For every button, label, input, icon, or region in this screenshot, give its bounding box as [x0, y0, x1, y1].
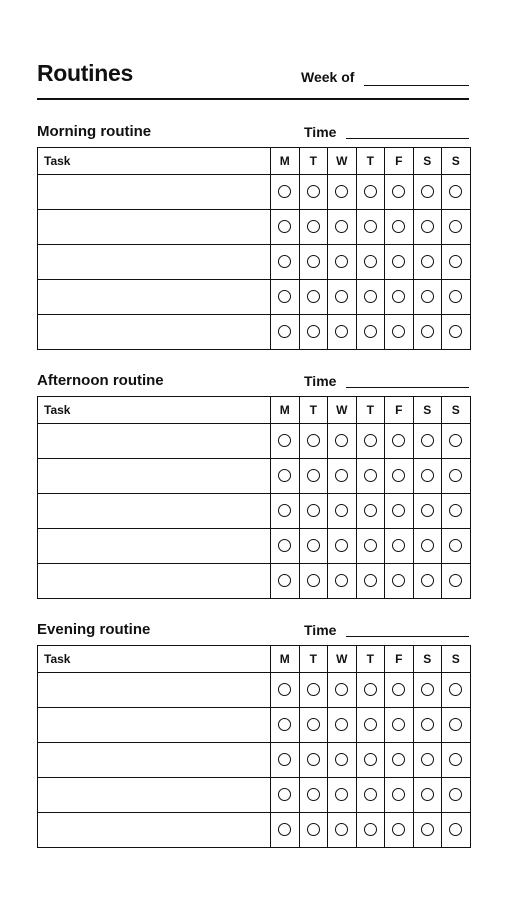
checkbox-circle-icon[interactable]	[392, 220, 405, 233]
day-cell[interactable]	[413, 175, 442, 210]
day-cell[interactable]	[442, 210, 471, 245]
day-cell[interactable]	[385, 459, 414, 494]
day-cell[interactable]	[442, 743, 471, 778]
checkbox-circle-icon[interactable]	[421, 788, 434, 801]
day-column-header: W	[328, 646, 357, 673]
day-cell[interactable]	[356, 459, 385, 494]
routine-table	[37, 645, 471, 848]
day-cell[interactable]	[271, 708, 300, 743]
task-column-header: Task	[38, 148, 271, 175]
day-cell[interactable]	[299, 673, 328, 708]
day-cell[interactable]	[413, 245, 442, 280]
task-cell[interactable]	[38, 175, 271, 210]
checkbox-circle-icon[interactable]	[421, 718, 434, 731]
checkbox-circle-icon[interactable]	[421, 325, 434, 338]
checkbox-circle-icon[interactable]	[307, 185, 320, 198]
table-row	[38, 564, 471, 599]
day-cell[interactable]	[413, 708, 442, 743]
day-column-header: M	[271, 646, 300, 673]
day-cell[interactable]	[299, 529, 328, 564]
task-column-header: Task	[38, 397, 271, 424]
time-field[interactable]	[346, 387, 469, 388]
task-column-header: Task	[38, 646, 271, 673]
checkbox-circle-icon[interactable]	[449, 434, 462, 447]
day-cell[interactable]	[356, 280, 385, 315]
day-cell[interactable]	[271, 459, 300, 494]
day-cell[interactable]	[413, 813, 442, 848]
checkbox-circle-icon[interactable]	[335, 469, 348, 482]
checkbox-circle-icon[interactable]	[335, 220, 348, 233]
checkbox-circle-icon[interactable]	[392, 469, 405, 482]
checkbox-circle-icon[interactable]	[307, 469, 320, 482]
checkbox-circle-icon[interactable]	[307, 255, 320, 268]
day-cell[interactable]	[328, 494, 357, 529]
day-cell[interactable]	[385, 743, 414, 778]
checkbox-circle-icon[interactable]	[364, 434, 377, 447]
day-cell[interactable]	[271, 673, 300, 708]
day-cell[interactable]	[299, 424, 328, 459]
day-cell[interactable]	[271, 315, 300, 350]
day-cell[interactable]	[442, 778, 471, 813]
day-column-header: S	[413, 148, 442, 175]
checkbox-circle-icon[interactable]	[335, 504, 348, 517]
day-column-header: S	[442, 646, 471, 673]
table-header-row	[38, 397, 471, 424]
day-column-header: F	[385, 646, 414, 673]
day-cell[interactable]	[413, 778, 442, 813]
task-cell[interactable]	[38, 743, 271, 778]
checkbox-circle-icon[interactable]	[392, 788, 405, 801]
checkbox-circle-icon[interactable]	[335, 325, 348, 338]
checkbox-circle-icon[interactable]	[307, 539, 320, 552]
day-cell[interactable]	[442, 708, 471, 743]
section-title: Afternoon routine	[37, 372, 164, 389]
checkbox-circle-icon[interactable]	[335, 185, 348, 198]
day-cell[interactable]	[442, 813, 471, 848]
day-cell[interactable]	[413, 210, 442, 245]
checkbox-circle-icon[interactable]	[392, 255, 405, 268]
day-cell[interactable]	[413, 315, 442, 350]
table-row	[38, 494, 471, 529]
day-cell[interactable]	[328, 529, 357, 564]
checkbox-circle-icon[interactable]	[307, 290, 320, 303]
checkbox-circle-icon[interactable]	[449, 683, 462, 696]
checkbox-circle-icon[interactable]	[278, 325, 291, 338]
day-cell[interactable]	[271, 564, 300, 599]
table-header-row	[38, 148, 471, 175]
checkbox-circle-icon[interactable]	[335, 255, 348, 268]
checkbox-circle-icon[interactable]	[364, 325, 377, 338]
checkbox-circle-icon[interactable]	[421, 574, 434, 587]
checkbox-circle-icon[interactable]	[421, 255, 434, 268]
day-cell[interactable]	[299, 245, 328, 280]
day-cell[interactable]	[442, 529, 471, 564]
checkbox-circle-icon[interactable]	[307, 683, 320, 696]
checkbox-circle-icon[interactable]	[392, 718, 405, 731]
day-cell[interactable]	[299, 743, 328, 778]
day-cell[interactable]	[413, 424, 442, 459]
checkbox-circle-icon[interactable]	[364, 574, 377, 587]
day-cell[interactable]	[299, 813, 328, 848]
time-field[interactable]	[346, 138, 469, 139]
day-column-header: S	[442, 148, 471, 175]
day-cell[interactable]	[442, 564, 471, 599]
checkbox-circle-icon[interactable]	[421, 539, 434, 552]
checkbox-circle-icon[interactable]	[335, 683, 348, 696]
day-cell[interactable]	[356, 529, 385, 564]
checkbox-circle-icon[interactable]	[364, 290, 377, 303]
day-cell[interactable]	[299, 564, 328, 599]
checkbox-circle-icon[interactable]	[364, 185, 377, 198]
checkbox-circle-icon[interactable]	[392, 574, 405, 587]
checkbox-circle-icon[interactable]	[392, 504, 405, 517]
day-cell[interactable]	[299, 494, 328, 529]
time-label: Time	[304, 622, 337, 638]
checkbox-circle-icon[interactable]	[421, 823, 434, 836]
table-row	[38, 813, 471, 848]
checkbox-circle-icon[interactable]	[278, 788, 291, 801]
checkbox-circle-icon[interactable]	[392, 434, 405, 447]
checkbox-circle-icon[interactable]	[335, 753, 348, 766]
day-cell[interactable]	[413, 743, 442, 778]
day-cell[interactable]	[328, 564, 357, 599]
day-cell[interactable]	[271, 494, 300, 529]
checkbox-circle-icon[interactable]	[449, 220, 462, 233]
checkbox-circle-icon[interactable]	[449, 718, 462, 731]
day-column-header: F	[385, 397, 414, 424]
checkbox-circle-icon[interactable]	[307, 220, 320, 233]
checkbox-circle-icon[interactable]	[307, 504, 320, 517]
checkbox-circle-icon[interactable]	[421, 753, 434, 766]
day-cell[interactable]	[385, 280, 414, 315]
week-of-label: Week of	[301, 69, 355, 85]
task-cell[interactable]	[38, 673, 271, 708]
day-cell[interactable]	[442, 424, 471, 459]
checkbox-circle-icon[interactable]	[364, 539, 377, 552]
checkbox-circle-icon[interactable]	[364, 220, 377, 233]
checkbox-circle-icon[interactable]	[421, 290, 434, 303]
day-cell[interactable]	[299, 175, 328, 210]
time-label: Time	[304, 373, 337, 389]
table-row	[38, 743, 471, 778]
day-cell[interactable]	[385, 315, 414, 350]
day-cell[interactable]	[442, 494, 471, 529]
checkbox-circle-icon[interactable]	[278, 718, 291, 731]
table-row	[38, 280, 471, 315]
routine-table	[37, 147, 471, 350]
checkbox-circle-icon[interactable]	[421, 469, 434, 482]
checkbox-circle-icon[interactable]	[392, 539, 405, 552]
header-divider	[37, 98, 469, 100]
day-cell[interactable]	[271, 813, 300, 848]
task-cell[interactable]	[38, 315, 271, 350]
checkbox-circle-icon[interactable]	[278, 823, 291, 836]
checkbox-circle-icon[interactable]	[449, 788, 462, 801]
checkbox-circle-icon[interactable]	[335, 434, 348, 447]
table-row	[38, 778, 471, 813]
checkbox-circle-icon[interactable]	[278, 185, 291, 198]
day-column-header: S	[442, 397, 471, 424]
day-column-header: M	[271, 148, 300, 175]
day-cell[interactable]	[271, 529, 300, 564]
task-cell[interactable]	[38, 813, 271, 848]
day-cell[interactable]	[356, 210, 385, 245]
checkbox-circle-icon[interactable]	[278, 753, 291, 766]
day-cell[interactable]	[413, 564, 442, 599]
checkbox-circle-icon[interactable]	[449, 325, 462, 338]
day-cell[interactable]	[442, 315, 471, 350]
checkbox-circle-icon[interactable]	[278, 504, 291, 517]
table-row	[38, 529, 471, 564]
checkbox-circle-icon[interactable]	[421, 683, 434, 696]
section-title: Evening routine	[37, 621, 151, 638]
day-cell[interactable]	[413, 280, 442, 315]
task-cell[interactable]	[38, 778, 271, 813]
day-cell[interactable]	[271, 245, 300, 280]
day-cell[interactable]	[385, 673, 414, 708]
day-cell[interactable]	[442, 280, 471, 315]
day-cell[interactable]	[442, 245, 471, 280]
day-cell[interactable]	[356, 175, 385, 210]
checkbox-circle-icon[interactable]	[449, 255, 462, 268]
checkbox-circle-icon[interactable]	[449, 753, 462, 766]
table-row	[38, 673, 471, 708]
checkbox-circle-icon[interactable]	[307, 718, 320, 731]
day-cell[interactable]	[413, 459, 442, 494]
day-cell[interactable]	[385, 245, 414, 280]
checkbox-circle-icon[interactable]	[392, 290, 405, 303]
day-column-header: T	[299, 148, 328, 175]
day-cell[interactable]	[328, 175, 357, 210]
day-cell[interactable]	[328, 813, 357, 848]
checkbox-circle-icon[interactable]	[307, 574, 320, 587]
day-cell[interactable]	[385, 210, 414, 245]
checkbox-circle-icon[interactable]	[278, 574, 291, 587]
task-cell[interactable]	[38, 245, 271, 280]
checkbox-circle-icon[interactable]	[449, 539, 462, 552]
checkbox-circle-icon[interactable]	[421, 185, 434, 198]
time-label: Time	[304, 124, 337, 140]
day-column-header: M	[271, 397, 300, 424]
task-cell[interactable]	[38, 424, 271, 459]
task-cell[interactable]	[38, 564, 271, 599]
checkbox-circle-icon[interactable]	[392, 683, 405, 696]
day-cell[interactable]	[356, 813, 385, 848]
day-cell[interactable]	[328, 315, 357, 350]
day-cell[interactable]	[385, 529, 414, 564]
checkbox-circle-icon[interactable]	[307, 325, 320, 338]
day-cell[interactable]	[271, 743, 300, 778]
checkbox-circle-icon[interactable]	[278, 255, 291, 268]
day-cell[interactable]	[299, 778, 328, 813]
checkbox-circle-icon[interactable]	[449, 185, 462, 198]
task-cell[interactable]	[38, 280, 271, 315]
checkbox-circle-icon[interactable]	[421, 504, 434, 517]
checkbox-circle-icon[interactable]	[278, 469, 291, 482]
checkbox-circle-icon[interactable]	[364, 788, 377, 801]
week-of-field[interactable]	[364, 85, 469, 86]
day-cell[interactable]	[356, 778, 385, 813]
day-cell[interactable]	[271, 778, 300, 813]
checkbox-circle-icon[interactable]	[392, 753, 405, 766]
page-title: Routines	[37, 60, 133, 86]
day-cell[interactable]	[271, 280, 300, 315]
checkbox-circle-icon[interactable]	[335, 574, 348, 587]
day-cell[interactable]	[299, 210, 328, 245]
checkbox-circle-icon[interactable]	[364, 753, 377, 766]
day-cell[interactable]	[385, 813, 414, 848]
day-cell[interactable]	[385, 708, 414, 743]
task-cell[interactable]	[38, 459, 271, 494]
day-cell[interactable]	[356, 245, 385, 280]
day-column-header: T	[356, 148, 385, 175]
day-cell[interactable]	[299, 708, 328, 743]
day-cell[interactable]	[413, 673, 442, 708]
time-field[interactable]	[346, 636, 469, 637]
table-row	[38, 459, 471, 494]
checkbox-circle-icon[interactable]	[335, 539, 348, 552]
day-column-header: F	[385, 148, 414, 175]
checkbox-circle-icon[interactable]	[392, 185, 405, 198]
checkbox-circle-icon[interactable]	[307, 788, 320, 801]
day-cell[interactable]	[299, 459, 328, 494]
checkbox-circle-icon[interactable]	[449, 574, 462, 587]
day-cell[interactable]	[413, 529, 442, 564]
checkbox-circle-icon[interactable]	[278, 539, 291, 552]
day-cell[interactable]	[356, 708, 385, 743]
day-cell[interactable]	[356, 494, 385, 529]
day-column-header: S	[413, 646, 442, 673]
day-cell[interactable]	[356, 424, 385, 459]
day-cell[interactable]	[442, 175, 471, 210]
checkbox-circle-icon[interactable]	[307, 753, 320, 766]
day-column-header: W	[328, 148, 357, 175]
checkbox-circle-icon[interactable]	[335, 788, 348, 801]
checkbox-circle-icon[interactable]	[335, 823, 348, 836]
day-cell[interactable]	[271, 424, 300, 459]
table-row	[38, 708, 471, 743]
day-cell[interactable]	[299, 280, 328, 315]
table-row	[38, 315, 471, 350]
day-cell[interactable]	[328, 280, 357, 315]
table-row	[38, 175, 471, 210]
table-row	[38, 424, 471, 459]
checkbox-circle-icon[interactable]	[364, 504, 377, 517]
day-column-header: T	[299, 646, 328, 673]
checkbox-circle-icon[interactable]	[364, 469, 377, 482]
checkbox-circle-icon[interactable]	[421, 434, 434, 447]
checkbox-circle-icon[interactable]	[278, 290, 291, 303]
checkbox-circle-icon[interactable]	[307, 434, 320, 447]
day-cell[interactable]	[271, 210, 300, 245]
day-cell[interactable]	[385, 424, 414, 459]
checkbox-circle-icon[interactable]	[307, 823, 320, 836]
day-cell[interactable]	[271, 175, 300, 210]
checkbox-circle-icon[interactable]	[278, 220, 291, 233]
checkbox-circle-icon[interactable]	[278, 434, 291, 447]
day-cell[interactable]	[328, 708, 357, 743]
day-cell[interactable]	[328, 743, 357, 778]
day-cell[interactable]	[328, 245, 357, 280]
routine-table	[37, 396, 471, 599]
checkbox-circle-icon[interactable]	[364, 255, 377, 268]
day-column-header: T	[299, 397, 328, 424]
checkbox-circle-icon[interactable]	[278, 683, 291, 696]
table-row	[38, 210, 471, 245]
table-header-row	[38, 646, 471, 673]
checkbox-circle-icon[interactable]	[449, 290, 462, 303]
day-cell[interactable]	[385, 494, 414, 529]
checkbox-circle-icon[interactable]	[364, 718, 377, 731]
checkbox-circle-icon[interactable]	[364, 823, 377, 836]
day-column-header: T	[356, 646, 385, 673]
day-cell[interactable]	[442, 459, 471, 494]
day-cell[interactable]	[299, 315, 328, 350]
day-cell[interactable]	[385, 778, 414, 813]
checkbox-circle-icon[interactable]	[449, 504, 462, 517]
day-cell[interactable]	[356, 743, 385, 778]
checkbox-circle-icon[interactable]	[449, 469, 462, 482]
day-cell[interactable]	[328, 424, 357, 459]
day-cell[interactable]	[442, 673, 471, 708]
checkbox-circle-icon[interactable]	[335, 290, 348, 303]
day-column-header: T	[356, 397, 385, 424]
checkbox-circle-icon[interactable]	[335, 718, 348, 731]
checkbox-circle-icon[interactable]	[392, 823, 405, 836]
table-row	[38, 245, 471, 280]
day-cell[interactable]	[385, 564, 414, 599]
section-title: Morning routine	[37, 123, 152, 140]
page-header	[37, 58, 469, 100]
task-cell[interactable]	[38, 494, 271, 529]
day-cell[interactable]	[356, 564, 385, 599]
checkbox-circle-icon[interactable]	[392, 325, 405, 338]
task-cell[interactable]	[38, 210, 271, 245]
day-cell[interactable]	[328, 459, 357, 494]
day-cell[interactable]	[356, 673, 385, 708]
day-cell[interactable]	[328, 673, 357, 708]
day-column-header: W	[328, 397, 357, 424]
checkbox-circle-icon[interactable]	[421, 220, 434, 233]
day-column-header: S	[413, 397, 442, 424]
day-cell[interactable]	[356, 315, 385, 350]
checkbox-circle-icon[interactable]	[449, 823, 462, 836]
day-cell[interactable]	[385, 175, 414, 210]
task-cell[interactable]	[38, 708, 271, 743]
day-cell[interactable]	[328, 210, 357, 245]
checkbox-circle-icon[interactable]	[364, 683, 377, 696]
day-cell[interactable]	[413, 494, 442, 529]
day-cell[interactable]	[328, 778, 357, 813]
task-cell[interactable]	[38, 529, 271, 564]
